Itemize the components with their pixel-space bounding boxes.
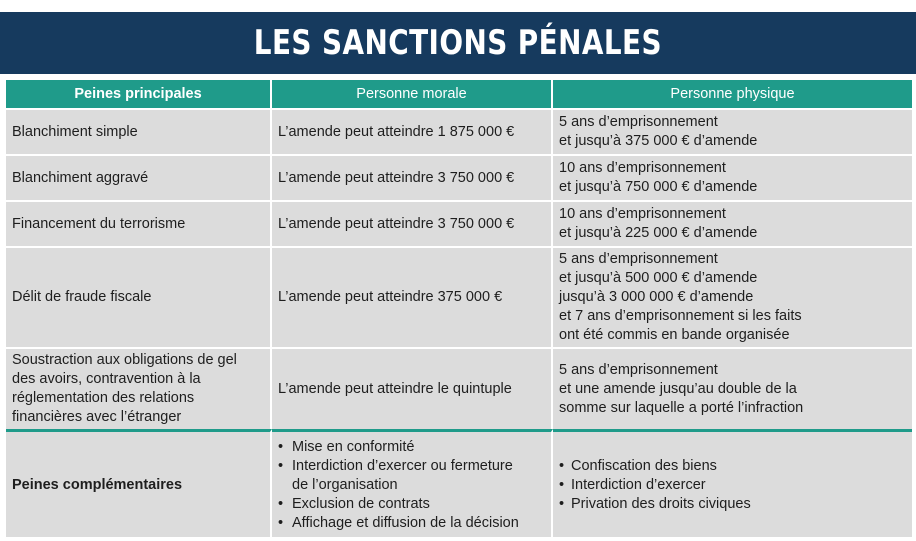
physique-cell bbox=[553, 200, 912, 246]
infraction-cell bbox=[6, 246, 272, 347]
infraction-line: réglementation des relations bbox=[12, 390, 195, 406]
header-row bbox=[6, 80, 912, 108]
morale-cell: L’amende peut atteindre 1 875 000 € bbox=[272, 108, 553, 154]
morale-cell: L’amende peut atteindre 3 750 000 € bbox=[272, 200, 553, 246]
table-row bbox=[6, 108, 912, 154]
physique-line: somme sur laquelle a porté l’infraction bbox=[559, 399, 804, 416]
morale-cell: L’amende peut atteindre 375 000 € bbox=[272, 246, 553, 347]
physique-line: et jusqu’à 375 000 € d’amende bbox=[559, 133, 758, 149]
header-personne-physique: Personne physique bbox=[553, 80, 912, 108]
morale-cell: L’amende peut atteindre 3 750 000 € bbox=[272, 154, 553, 200]
complementary-morale-list bbox=[278, 438, 545, 533]
physique-line: et une amende jusqu’au double de la bbox=[559, 380, 797, 397]
physique-line: et jusqu’à 750 000 € d’amende bbox=[559, 179, 758, 195]
physique-line: et 7 ans d’emprisonnement si les faits bbox=[559, 308, 802, 324]
infraction-cell bbox=[6, 154, 272, 200]
sanctions-table bbox=[6, 80, 912, 537]
physique-line: ont été commis en bande organisée bbox=[559, 327, 790, 343]
infraction-line: Blanchiment aggravé bbox=[12, 169, 149, 186]
physique-line: 5 ans d’emprisonnement bbox=[559, 361, 718, 378]
list-item: • Affichage et diffusion de la décision bbox=[278, 514, 545, 533]
list-item: • Mise en conformité bbox=[278, 438, 545, 457]
morale-cell: L’amende peut atteindre le quintuple bbox=[272, 347, 553, 429]
complementary-row bbox=[6, 429, 912, 537]
list-item: • Confiscation des biens bbox=[559, 457, 906, 476]
list-item: • Interdiction d’exercer bbox=[559, 476, 906, 495]
infraction-cell bbox=[6, 108, 272, 154]
physique-line: 5 ans d’emprisonnement bbox=[559, 114, 718, 130]
physique-line: 10 ans d’emprisonnement bbox=[559, 160, 726, 176]
infraction-line: Soustraction aux obligations de gel bbox=[12, 352, 237, 368]
infraction-line: Financement du terrorisme bbox=[12, 215, 186, 232]
infraction-line: Délit de fraude fiscale bbox=[12, 289, 152, 305]
physique-line: 5 ans d’emprisonnement bbox=[559, 251, 718, 267]
table-row bbox=[6, 347, 912, 429]
header-peines-principales: Peines principales bbox=[6, 80, 272, 108]
physique-cell bbox=[553, 347, 912, 429]
list-item: • Exclusion de contrats bbox=[278, 495, 545, 514]
page-title: LES SANCTIONS PÉNALES bbox=[253, 23, 663, 63]
infraction-cell bbox=[6, 347, 272, 429]
complementary-physique-list bbox=[559, 457, 906, 514]
physique-line: jusqu’à 3 000 000 € d’amende bbox=[559, 289, 754, 305]
table-row bbox=[6, 154, 912, 200]
complementary-physique-cell bbox=[553, 429, 912, 537]
header-personne-morale: Personne morale bbox=[272, 80, 553, 108]
list-item: • Interdiction d’exercer ou fermeture de l’organisation bbox=[278, 457, 545, 495]
complementary-morale-cell bbox=[272, 429, 553, 537]
complementary-label: Peines complémentaires bbox=[6, 429, 272, 537]
table-row bbox=[6, 246, 912, 347]
table-row bbox=[6, 200, 912, 246]
physique-cell bbox=[553, 154, 912, 200]
physique-line: et jusqu’à 500 000 € d’amende bbox=[559, 270, 758, 286]
infraction-line: financières avec l’étranger bbox=[12, 409, 182, 425]
physique-line: 10 ans d’emprisonnement bbox=[559, 206, 726, 222]
infraction-line: des avoirs, contravention à la bbox=[12, 371, 201, 387]
infraction-cell bbox=[6, 200, 272, 246]
infraction-line: Blanchiment simple bbox=[12, 123, 138, 140]
physique-line: et jusqu’à 225 000 € d’amende bbox=[559, 225, 758, 241]
list-item: • Privation des droits civiques bbox=[559, 495, 906, 514]
physique-cell bbox=[553, 108, 912, 154]
physique-cell bbox=[553, 246, 912, 347]
title-banner bbox=[0, 12, 916, 74]
